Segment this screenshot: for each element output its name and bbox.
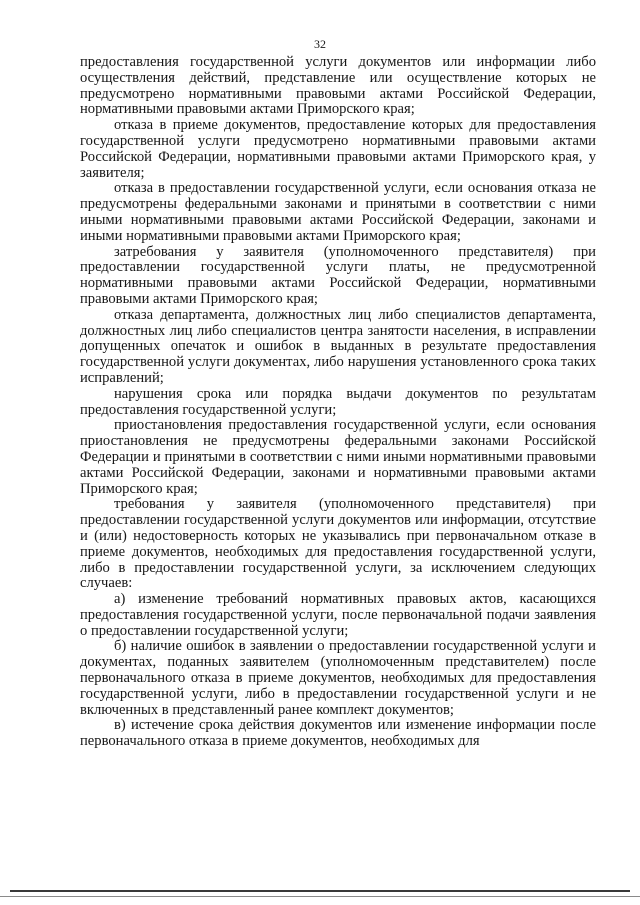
- paragraph: приостановления предоставления государственной услуги, если основания приостановления не предусмотрены федеральными законами Российской Федерации и принятыми в соответствии с ними иными нормативными правовыми актами Российской Федерации, законами и нормативными правовыми актами Приморского края;: [80, 417, 596, 497]
- list-item-c: в) истечение срока действия документов или изменение информации после первоначального отказа в приеме документов, необходимых для: [80, 717, 596, 750]
- list-item-a: а) изменение требований нормативных правовых актов, касающихся предоставления государственной услуги, после первоначальной подачи заявления о предоставлении государственной услуги;: [80, 591, 596, 639]
- scan-edge-line: [10, 890, 630, 892]
- list-item-b: б) наличие ошибок в заявлении о предоставлении государственной услуги и документах, поданных заявителем (уполномоченным представителем) после первоначального отказа в приеме документов, необходимых для предоставления государственной услуги, либо в предоставлении государственной услуги и не включенных в представленный ранее комплект документов;: [80, 638, 596, 718]
- page-number: 32: [314, 37, 326, 51]
- paragraph: отказа в приеме документов, предоставление которых для предоставления государственной услуги предусмотрено нормативными правовыми актами Российской Федерации, нормативными правовыми актами Приморского края, у заявителя;: [80, 117, 596, 181]
- paragraph: отказа департамента, должностных лиц либо специалистов департамента, должностных лиц либо специалистов центра занятости населения, в исправлении допущенных опечаток и ошибок в выданных в результате предоставления государственной услуги документах, либо нарушения установленного срока таких исправлений;: [80, 306, 596, 386]
- scan-edge-line-thin: [0, 896, 640, 897]
- document-body: [80, 55, 596, 750]
- paragraph: нарушения срока или порядка выдачи документов по результатам предоставления государственной услуги;: [80, 385, 596, 418]
- paragraph: предоставления государственной услуги документов или информации либо осуществления действий, представление или осуществление которых не предусмотрено нормативными правовыми актами Российской Федерации, нормативными правовыми актами Приморского края;: [80, 54, 596, 118]
- paragraph: требования у заявителя (уполномоченного представителя) при предоставлении государственной услуги документов или информации, отсутствие и (или) недостоверность которых не указывались при первоначальном отказе в приеме документов, необходимых для предоставления государственной услуги, либо в предоставлении государственной услуги, за исключением следующих случаев:: [80, 496, 596, 592]
- paragraph: отказа в предоставлении государственной услуги, если основания отказа не предусмотрены федеральными законами и принятыми в соответствии с ними иными нормативными правовыми актами Российской Федерации, законами и иными нормативными правовыми актами Приморского края;: [80, 180, 596, 244]
- paragraph: затребования у заявителя (уполномоченного представителя) при предоставлении государственной услуги платы, не предусмотренной нормативными правовыми актами Российской Федерации, нормативными правовыми актами Приморского края;: [80, 243, 596, 307]
